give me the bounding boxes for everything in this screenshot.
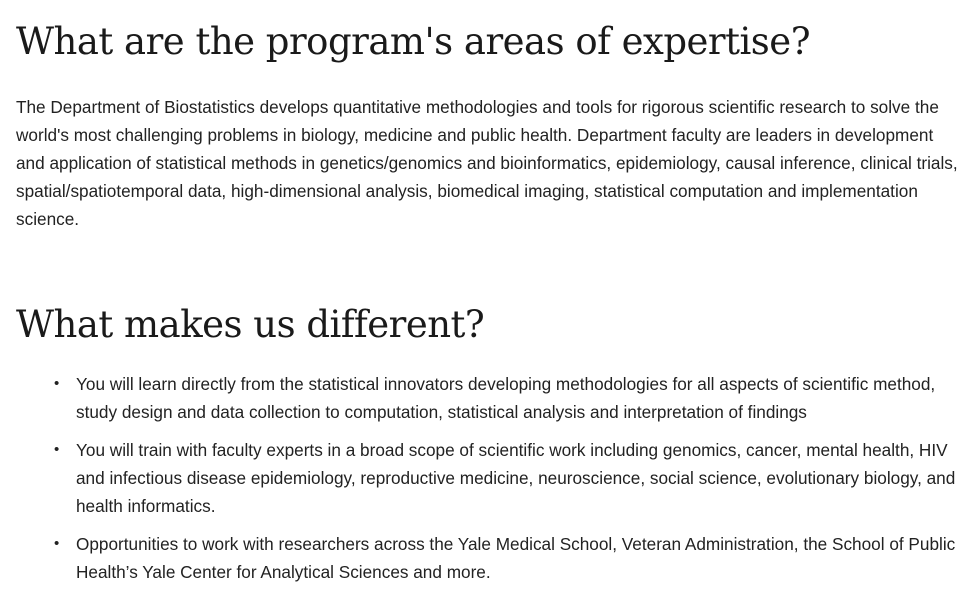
different-heading: What makes us different?: [16, 303, 485, 346]
list-item: [54, 370, 966, 426]
bullet-icon: •: [54, 441, 60, 458]
expertise-paragraph: The Department of Biostatistics develops quantitative methodologies and tools for rigorous scientific research to solve the world's most challenging problems in biology, medicine and public health. Department faculty are leaders in development and application of statistical methods in genetics/genomics and bioinformatics, epidemiology, causal inference, clinical trials, spatial/spatiotemporal data, high-dimensional analysis, biomedical imaging, statistical computation and implementation science.: [16, 97, 958, 229]
list-item: [54, 436, 966, 520]
expertise-heading: What are the program's areas of expertise?: [16, 20, 811, 63]
list-item: [54, 530, 966, 586]
section-expertise: [16, 0, 966, 233]
list-item-text: You will learn directly from the statistical innovators developing methodologies for all aspects of scientific method, study design and data collection to computation, statistical analysis and interpretation of findings: [76, 374, 936, 422]
bullet-icon: •: [54, 535, 60, 552]
different-bullet-list: [16, 370, 966, 586]
list-item-text: You will train with faculty experts in a broad scope of scientific work including genomics, cancer, mental health, HIV and infectious disease epidemiology, reproductive medicine, neuroscience, social science, evolutionary biology, and health informatics.: [76, 440, 956, 516]
section-different: [16, 303, 966, 586]
bullet-icon: •: [54, 375, 60, 392]
list-item-text: Opportunities to work with researchers across the Yale Medical School, Veteran Administration, the School of Public Health’s Yale Center for Analytical Sciences and more.: [76, 534, 956, 582]
